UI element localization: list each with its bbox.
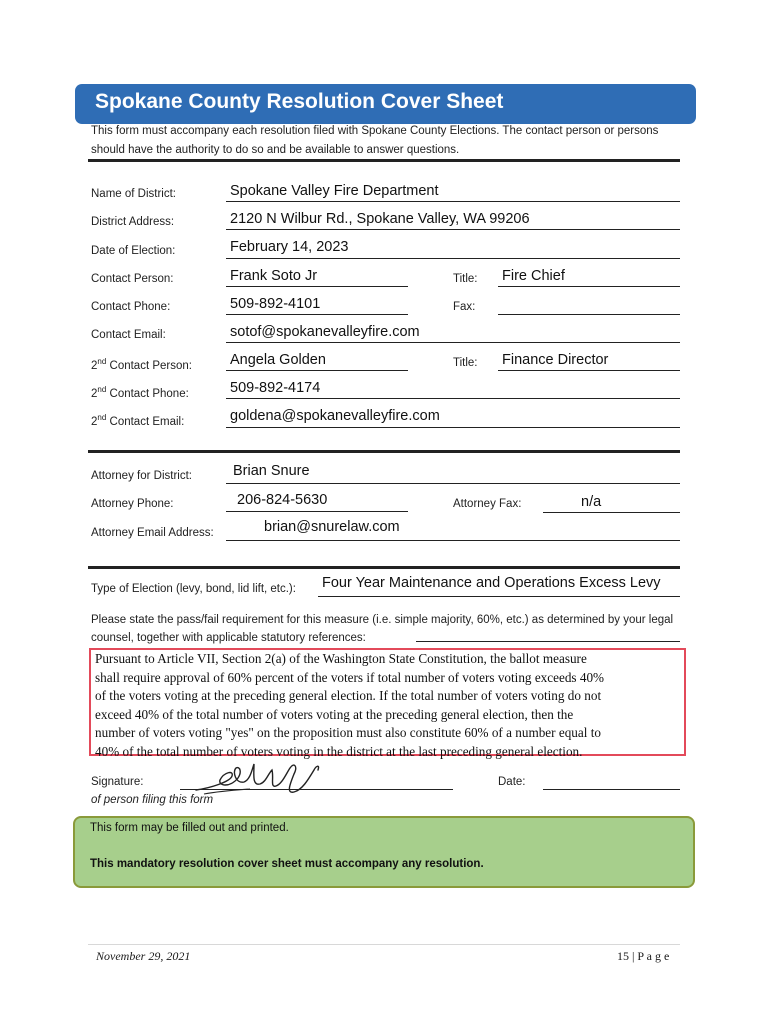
footer-date: November 29, 2021	[96, 949, 191, 963]
signature-sublabel: of person filing this form	[91, 794, 214, 806]
contact-fax-field[interactable]	[498, 314, 680, 315]
attorney-phone-underline	[226, 511, 408, 512]
attorney-name-field[interactable]: Brian Snure	[233, 463, 310, 479]
contact2-person-underline	[226, 370, 408, 371]
contact2-phone-field[interactable]: 509-892-4174	[230, 380, 321, 396]
contact2-email-underline	[226, 427, 680, 428]
contact-person-underline	[226, 286, 408, 287]
contact2-title-field[interactable]: Finance Director	[502, 352, 609, 368]
contact-title-field[interactable]: Fire Chief	[502, 268, 565, 284]
contact2-phone-underline	[226, 398, 680, 399]
contact-phone-field[interactable]: 509-892-4101	[230, 296, 321, 312]
district-address-underline	[226, 229, 680, 230]
requirement-prompt-underline	[416, 641, 680, 642]
divider	[88, 566, 680, 569]
attorney-fax-underline	[543, 512, 680, 513]
date-field[interactable]	[543, 789, 680, 790]
contact-person-label: Contact Person:	[91, 273, 174, 285]
contact-fax-label: Fax:	[453, 301, 476, 313]
divider	[88, 450, 680, 453]
election-type-label: Type of Election (levy, bond, lid lift, etc.):	[91, 583, 296, 595]
contact-email-field[interactable]: sotof@spokanevalleyfire.com	[230, 324, 420, 340]
requirement-line: shall require approval of 60% percent of the voters if total number of voters voting exceeds 40%	[95, 669, 605, 685]
requirement-line: of the voters voting at the preceding general election. If the total number of voters voting do not	[95, 688, 602, 703]
attorney-email-field[interactable]: brian@snurelaw.com	[264, 519, 400, 535]
contact2-email-field[interactable]: goldena@spokanevalleyfire.com	[230, 408, 440, 424]
district-name-label: Name of District:	[91, 188, 176, 200]
district-name-field[interactable]: Spokane Valley Fire Department	[230, 183, 439, 199]
page-number: 15 | P a g e	[617, 949, 670, 963]
election-type-underline	[318, 596, 680, 597]
election-type-field[interactable]: Four Year Maintenance and Operations Excess Levy	[322, 575, 661, 591]
signature-label: Signature:	[91, 776, 144, 788]
attorney-name-label: Attorney for District:	[91, 470, 192, 482]
requirement-line: Pursuant to Article VII, Section 2(a) of the Washington State Constitution, the ballot measure	[95, 651, 587, 666]
contact2-person-label: 2nd Contact Person:	[91, 357, 192, 372]
contact-phone-underline	[226, 314, 408, 315]
requirement-line: exceed 40% of the total number of voters voting at the preceding general election, then the	[95, 706, 574, 722]
contact2-phone-label: 2nd Contact Phone:	[91, 385, 189, 400]
election-date-label: Date of Election:	[91, 245, 176, 257]
contact-title-underline	[498, 286, 680, 287]
election-date-underline	[226, 258, 680, 259]
requirement-field[interactable]	[89, 648, 686, 759]
footer-rule	[88, 944, 680, 945]
header-bar	[75, 84, 696, 124]
contact-email-label: Contact Email:	[91, 329, 166, 341]
contact2-title-underline	[498, 370, 680, 371]
attorney-email-underline	[226, 540, 680, 541]
divider	[88, 159, 680, 162]
contact-title-label: Title:	[453, 273, 478, 285]
contact2-email-label: 2nd Contact Email:	[91, 413, 185, 428]
attorney-fax-field[interactable]: n/a	[581, 494, 602, 510]
notice-line-1: This form may be filled out and printed.	[90, 822, 289, 834]
attorney-name-underline	[226, 483, 680, 484]
election-date-field[interactable]: February 14, 2023	[230, 239, 349, 255]
intro-text: This form must accompany each resolution filed with Spokane County Elections. The contact person or persons should have the authority to do so and be available to answer questions.	[91, 125, 659, 156]
attorney-phone-field[interactable]: 206-824-5630	[237, 492, 328, 508]
notice-box	[73, 816, 695, 888]
notice-line-2: This mandatory resolution cover sheet must accompany any resolution.	[90, 858, 484, 870]
contact2-person-field[interactable]: Angela Golden	[230, 352, 326, 368]
attorney-phone-label: Attorney Phone:	[91, 498, 174, 510]
district-name-underline	[226, 201, 680, 202]
contact2-title-label: Title:	[453, 357, 478, 369]
attorney-email-label: Attorney Email Address:	[91, 527, 214, 539]
date-label: Date:	[498, 776, 526, 788]
requirement-line: number of voters voting "yes" on the proposition must also constitute 60% of a number equal to	[95, 725, 601, 740]
district-address-field[interactable]: 2120 N Wilbur Rd., Spokane Valley, WA 99206	[230, 211, 530, 227]
contact-email-underline	[226, 342, 680, 343]
requirement-prompt: Please state the pass/fail requirement for this measure (i.e. simple majority, 60%, etc.) as determined by your legal counsel, together with applicable statutory references:	[91, 614, 674, 644]
district-address-label: District Address:	[91, 216, 175, 228]
attorney-fax-label: Attorney Fax:	[453, 498, 522, 510]
requirement-line: 40% of the total number of voters voting in the district at the last preceding general election.	[95, 743, 583, 759]
contact-phone-label: Contact Phone:	[91, 301, 171, 313]
contact-person-field[interactable]: Frank Soto Jr	[230, 268, 318, 284]
page-title: Spokane County Resolution Cover Sheet	[95, 90, 504, 113]
